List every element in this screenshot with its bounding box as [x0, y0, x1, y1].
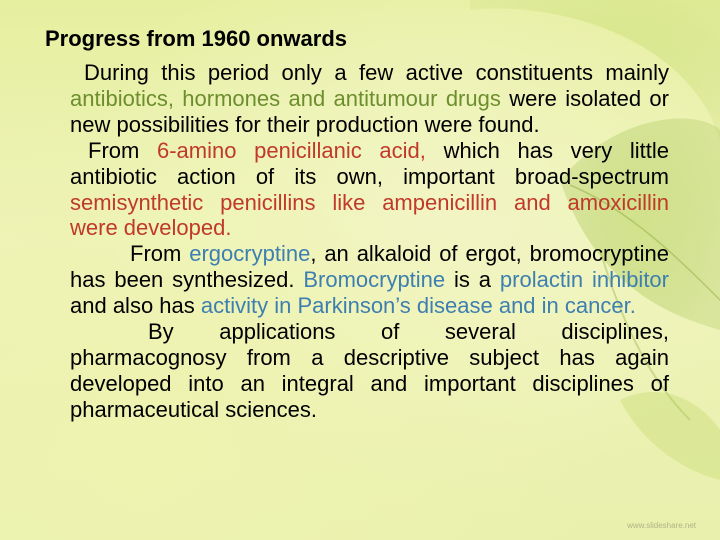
- p3-highlight-3: prolactin inhibitor: [499, 267, 669, 293]
- slide-title: Progress from 1960 onwards: [45, 26, 348, 51]
- paragraph-4: [70, 319, 669, 423]
- p1-text-c: were isolated or new possibilities for their production were found.: [70, 85, 669, 137]
- p1-text-a: During this period only a few active constituents mainly: [84, 60, 669, 85]
- p1-highlight: antibiotics, hormones and antitumour drugs: [70, 85, 501, 111]
- p2-highlight-2: semisynthetic penicillins like ampenicillin and amoxicillin were developed.: [70, 189, 669, 241]
- p3-highlight-2: Bromocryptine: [303, 267, 446, 293]
- slide-body: [70, 60, 669, 423]
- p2-text-a: From: [88, 137, 157, 163]
- paragraph-1: [70, 60, 669, 138]
- p3-highlight-1: ergocryptine: [189, 241, 311, 267]
- p3-text-c: , an alkaloid of ergot, bromocryptine has been synthesized.: [70, 241, 669, 293]
- p3-text-a: From: [130, 241, 190, 267]
- footer-watermark: www.slideshare.net: [627, 521, 696, 530]
- paragraph-2: [70, 138, 669, 242]
- p3-highlight-4: activity in Parkinson’s disease and in cancer.: [200, 293, 636, 319]
- p4-text: By applications of several disciplines, pharmacognosy from a descriptive subject has again developed into an integral and important disciplines of pharmaceutical sciences.: [70, 319, 669, 422]
- p2-text-c: which has very little antibiotic action of its own, important broad-spectrum: [70, 137, 669, 189]
- paragraph-3: [70, 241, 669, 319]
- p3-text-g: and also has: [70, 293, 201, 319]
- p2-highlight-1: 6-amino penicillanic acid,: [157, 137, 426, 163]
- p3-text-e: is a: [445, 267, 500, 293]
